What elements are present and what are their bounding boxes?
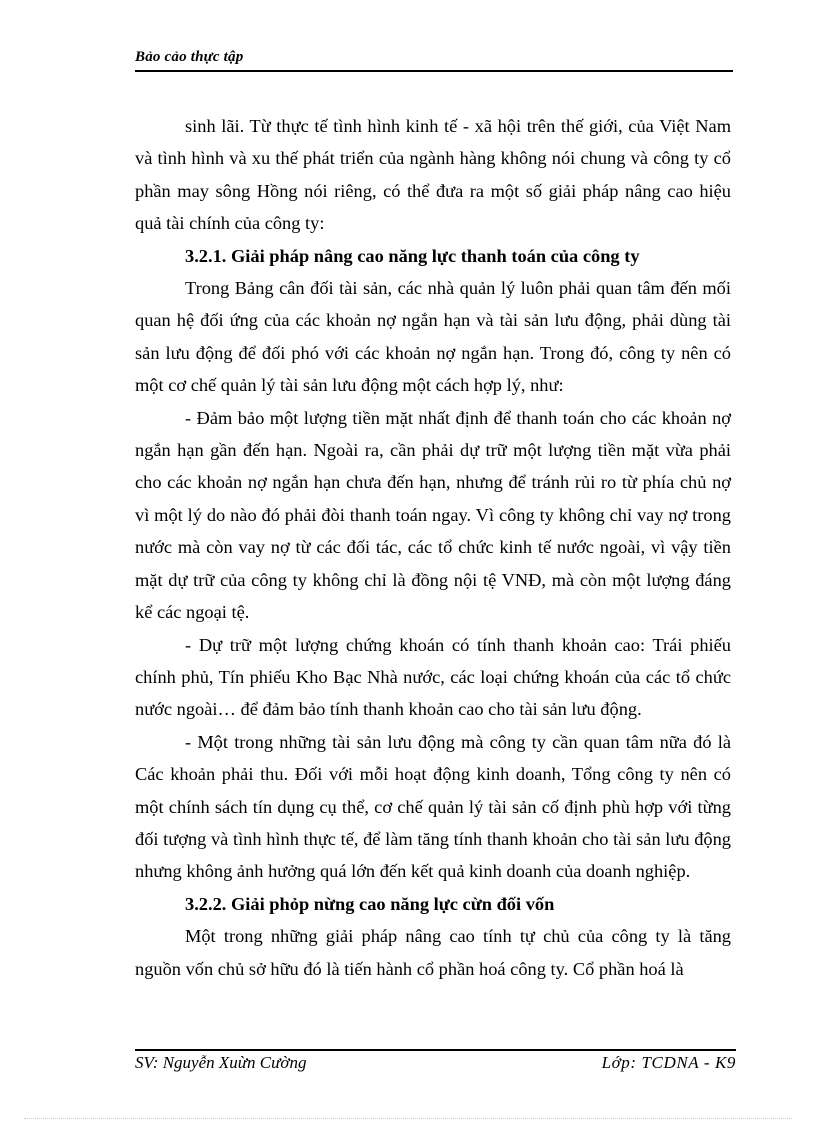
paragraph-receivables: - Một trong những tài sản lưu động mà công ty cần quan tâm nữa đó là Các khoản phải thu. Đối với mỗi hoạt động kinh doanh, Tổng công ty nên có một chính sách tín dụng cụ thể, cơ chế quản lý tài sản cố định phù hợp với từng đối tượng và tình hình thực tế, để làm tăng tính thanh khoản cho tài sản lưu động nhưng không ảnh hưởng quá lớn đến kết quả kinh doanh của doanh nghiệp. bbox=[135, 731, 731, 882]
paragraph-securities-reserve: - Dự trữ một lượng chứng khoán có tính thanh khoản cao: Trái phiếu chính phủ, Tín phiếu Kho Bạc Nhà nước, các loại chứng khoán của các tổ chức nước ngoài… để đảm bảo tính thanh khoản cao cho tài sản lưu động. bbox=[135, 634, 731, 720]
footer-rule bbox=[135, 1049, 736, 1051]
body-text bbox=[135, 110, 731, 985]
paragraph-balance-sheet: Trong Bảng cân đối tài sản, các nhà quản lý luôn phải quan tâm đến mối quan hệ đối ứng của các khoản nợ ngắn hạn và tài sản lưu động, phải dùng tài sản lưu động để đối phó với các khoản nợ ngắn hạn. Trong đó, công ty nên có một cơ chế quản lý tài sản lưu động một cách hợp lý, như: bbox=[135, 278, 731, 396]
paragraph-cash-reserve: - Đảm bảo một lượng tiền mặt nhất định để thanh toán cho các khoản nợ ngắn hạn gần đến hạn. Ngoài ra, cần phải dự trữ một lượng tiền mặt vừa phải cho các khoản nợ ngắn hạn chưa đến hạn, nhưng để tránh rủi ro từ phía chủ nợ vì một lý do nào đó phải đòi thanh toán ngay. Vì công ty không chỉ vay nợ trong nước mà còn vay nợ từ các đối tác, các tổ chức kinh tế nước ngoài, vì vậy tiền mặt dự trữ của công ty không chỉ là đồng nội tệ VNĐ, mà còn một lượng đáng kể các ngoại tệ. bbox=[135, 407, 731, 623]
header-rule bbox=[135, 70, 733, 72]
paragraph-intro: sinh lãi. Từ thực tế tình hình kinh tế - xã hội trên thế giới, của Việt Nam và tình hình và xu thế phát triển của ngành hàng không nói chung và công ty cổ phần may sông Hồng nói riêng, có thể đưa ra một số giải pháp nâng cao hiệu quả tài chính của công ty: bbox=[135, 116, 731, 234]
section-heading-3-2-1: 3.2.1. Giải pháp nâng cao năng lực thanh toán của công ty bbox=[185, 245, 640, 266]
footer-student-name: SV: Nguyễn Xuừn Cường bbox=[135, 1053, 307, 1072]
section-heading-3-2-2: 3.2.2. Giải phỏp nừng cao năng lực cừn đối vốn bbox=[185, 893, 555, 914]
paragraph-equity: Một trong những giải pháp nâng cao tính tự chủ của công ty là tăng nguồn vốn chủ sở hữu đó là tiến hành cổ phần hoá công ty. Cổ phần hoá là bbox=[135, 926, 731, 979]
footer-class: Lớp: TCDNA - K9 bbox=[601, 1053, 736, 1072]
page-edge-divider bbox=[24, 1118, 792, 1119]
header-title: Bảo cảo thực tập bbox=[135, 49, 244, 65]
